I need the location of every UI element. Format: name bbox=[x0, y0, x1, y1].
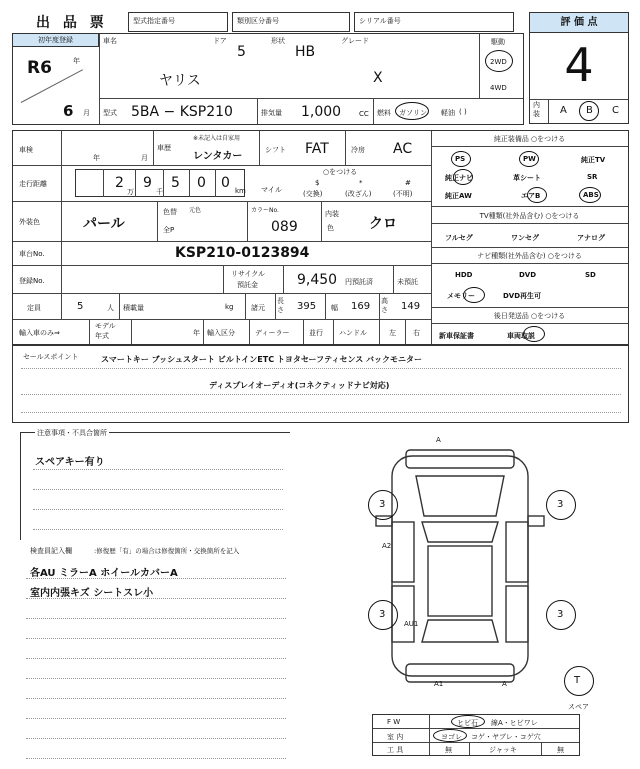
rear-bumper bbox=[406, 664, 514, 682]
equip-abs: ABS bbox=[583, 191, 599, 199]
damage-rear-left: A1 bbox=[434, 680, 444, 688]
grade: X bbox=[373, 70, 383, 86]
spare-tire: T bbox=[564, 666, 594, 696]
windshield bbox=[422, 522, 498, 542]
roof bbox=[428, 546, 492, 616]
car-diagram bbox=[362, 446, 558, 686]
front-bumper bbox=[406, 450, 514, 468]
inspector-label: 検査員記入欄 bbox=[30, 547, 72, 555]
sales-point-block: セールスポイント スマートキー ブッシュスタート ビルトインETC トヨタセーフティセンス バックモニター ディスプレイオーディオ(コネクティッドナビ対応) bbox=[12, 345, 629, 423]
hood bbox=[416, 476, 504, 516]
damage-left-rear: AU1 bbox=[404, 620, 419, 628]
car-body-outline bbox=[392, 456, 528, 676]
first-reg-era: R6 bbox=[27, 58, 52, 78]
tire-front-right: 3 bbox=[546, 490, 576, 520]
score-label: 評 価 点 bbox=[530, 13, 628, 33]
capacity: 5 bbox=[77, 301, 84, 312]
inspector-line-1: 各AU ミラーA ホイールカバーA bbox=[30, 568, 178, 579]
damage-left: A2 bbox=[382, 542, 392, 550]
mileage-digit-5: 0 bbox=[221, 175, 230, 191]
interior-dirt: ヨゴレ bbox=[441, 733, 462, 741]
score-box: 評 価 点 4 内装 A B C bbox=[529, 12, 629, 124]
damage-rear-right: A bbox=[502, 680, 507, 688]
interior-score-label: 内装 bbox=[533, 101, 540, 118]
spare-label: スペア bbox=[568, 703, 589, 711]
equip-pw: PW bbox=[523, 155, 536, 163]
displacement: 1,000 bbox=[301, 104, 342, 120]
exterior-color: パール bbox=[83, 216, 125, 232]
first-reg-month: 6 bbox=[63, 102, 74, 120]
left-front-door bbox=[392, 522, 414, 582]
car-history: レンタカー bbox=[193, 151, 243, 162]
document-title: 出 品 票 bbox=[36, 15, 108, 31]
right-rear-door bbox=[506, 586, 528, 642]
model-code: 5BA − KSP210 bbox=[131, 104, 233, 120]
mileage-digit-4: 0 bbox=[197, 175, 206, 191]
color-number: 089 bbox=[271, 219, 298, 235]
equip-airbag: エアB bbox=[521, 192, 541, 200]
mileage-digit-1: 2 bbox=[115, 175, 124, 191]
width: 169 bbox=[351, 301, 371, 312]
height: 149 bbox=[401, 301, 421, 312]
chassis-number: KSP210-0123894 bbox=[175, 245, 310, 261]
category-box: 類別区分番号 bbox=[232, 12, 350, 32]
damage-front: A bbox=[436, 436, 441, 444]
rear-window bbox=[422, 620, 498, 642]
shift-type: FAT bbox=[305, 141, 329, 157]
tire-rear-right: 3 bbox=[546, 600, 576, 630]
right-front-door bbox=[506, 522, 528, 582]
equipment-panel: 純正装備品 ○をつける PS PW 純正TV 純正ナビ 革シート SR 純正AW エアB ABS TV種類(社外品含む) ○をつける フルセグ ワンセグ アナログ ナビ種類(社外品含む) ○をつける HDD DVD SD メモリー DVD再生可 後日発送品 ○をつける 新車保証書 車両取説 bbox=[431, 131, 628, 344]
fw-chip: ヒビ石 bbox=[457, 719, 478, 727]
sales-line-2: ディスプレイオーディオ(コネクティッドナビ対応) bbox=[209, 381, 390, 390]
score-value: 4 bbox=[564, 38, 594, 92]
car-name: ヤリス bbox=[159, 73, 201, 89]
tire-front-left: 3 bbox=[368, 490, 398, 520]
interior-score-circle bbox=[579, 101, 599, 121]
serial-box: シリアル番号 bbox=[354, 12, 514, 32]
drive-2wd: 2WD bbox=[490, 58, 507, 66]
door-count: 5 bbox=[237, 44, 246, 60]
right-mirror bbox=[528, 516, 544, 526]
footer-table: F W ヒビ石 線A・ヒビワレ 室 内 ヨゴレ コゲ・ヤブレ・コゲ穴 工 具 無 ジャッキ 無 bbox=[372, 714, 580, 756]
mileage-digit-3: 5 bbox=[171, 175, 180, 191]
equip-tv: 純正TV bbox=[581, 156, 606, 164]
equip-sr: SR bbox=[587, 173, 598, 181]
equip-navi: 純正ナビ bbox=[445, 174, 473, 182]
vehicle-block: 初年度登録 R6 年 6 月 車名 ヤリス ドア 5 形状 HB グレード X 駆動 2WD 4WD 型式 5BA − KSP210 排気量 1,000 CC 燃料 ガソリン 軽油 ( ) bbox=[12, 33, 524, 125]
equip-leather: 革シート bbox=[513, 174, 541, 182]
equip-aw: 純正AW bbox=[445, 192, 472, 200]
length: 395 bbox=[297, 301, 317, 312]
ac: AC bbox=[393, 141, 413, 157]
notes-block: 注意事項・不具合箇所 スペアキー有り bbox=[20, 432, 290, 540]
details-block: 車検 年 月 車歴 ※未記入は自家用 レンタカー シフト FAT 冷房 AC 走行距離 2 万 9 千 5 0 0 km ○をつける マイル $ (交換) * (改ざん) # (不明) 外装色 パール 色替 全P 元色 カラーNo. 089 内装 色 クロ 車台No. KSP210-0123894 登録No. リサイクル 預託金 9,450 円預託済 未預託 定員 5 人 積載量 kg 諸元 長さ 395 幅 169 高さ 149 輸入車のみ⇒ モデル 年式 年 輸入区分 ディーラー 並行 ハンドル 左 右 純正装備品 ○をつける PS PW 純正TV 純正ナビ 革シート SR 純正AW エアB ABS TV種類(社外品含む) ○をつける フルセグ ワンセグ アナログ ナビ種類(社外品含む) ○をつける HDD DVD SD メモリー DVD再生可 後日発送品 ○をつける 新車保証書 車両取説 bbox=[12, 130, 629, 345]
notes-line-1: スペアキー有り bbox=[35, 457, 105, 468]
equip-ps: PS bbox=[455, 155, 466, 163]
tire-rear-left: 3 bbox=[368, 600, 398, 630]
mileage-digit-2: 9 bbox=[143, 175, 152, 191]
form-type-box: 型式指定番号 bbox=[128, 12, 228, 32]
interior-color: クロ bbox=[369, 216, 397, 232]
fuel-gasoline: ガソリン bbox=[399, 109, 427, 117]
recycle-deposit: 9,450 bbox=[297, 272, 338, 288]
body-shape: HB bbox=[295, 44, 316, 60]
sales-line-1: スマートキー ブッシュスタート ビルトインETC トヨタセーフティセンス バックモニター bbox=[101, 355, 423, 364]
inspector-line-2: 室内内張キズ シートスレ小 bbox=[30, 588, 154, 599]
